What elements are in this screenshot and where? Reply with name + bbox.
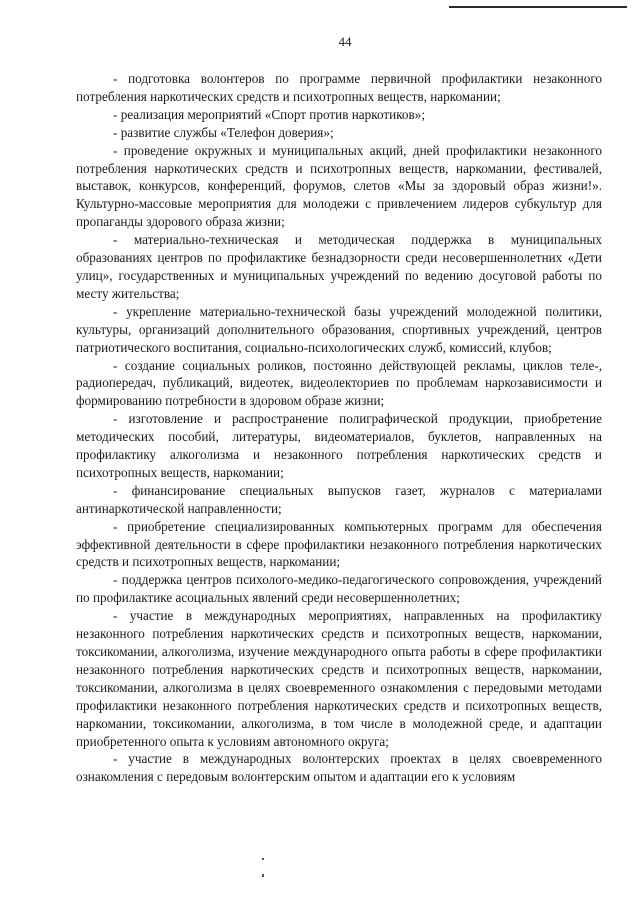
list-item: - участие в международных волонтерских проектах в целях своевременного ознакомления с передовым волонтерским опытом и адаптации его к условиям [76,751,602,785]
list-item: - укрепление материально-технической базы учреждений молодежной политики, культуры, организаций дополнительного образования, спортивных учреждений, центров патриотического воспитания, социально-психологических служб, комиссий, клубов; [76,303,602,355]
list-item: - создание социальных роликов, постоянно действующей рекламы, циклов теле-, радиопередач, публикаций, видеотек, видеолекториев по проблемам наркозависимости и формированию потребности в здоровом образе жизни; [76,357,602,409]
scan-speck [262,858,264,860]
scan-edge-line [449,6,627,8]
list-item: - развитие службы «Телефон доверия»; [113,124,334,140]
list-item: - поддержка центров психолого-медико-педагогического сопровождения, учреждений по профилактике асоциальных явлений среди несовершеннолетних; [76,572,602,606]
scan-speck [262,874,264,877]
list-item: - финансирование специальных выпусков газет, журналов с материалами антинаркотической направленности; [76,482,602,516]
list-item: - проведение окружных и муниципальных акций, дней профилактики незаконного потребления наркотических средств и психотропных веществ, наркомании, фестивалей, выставок, конкурсов, конференций, форумов, слетов «Мы за здоровый образ жизни!». Культурно-массовые мероприятия для молодежи с привлечением лидеров субкультур для пропаганды здорового образа жизни; [76,142,602,230]
list-item: - изготовление и распространение полиграфической продукции, приобретение методических пособий, литературы, видеоматериалов, буклетов, направленных на профилактику алкоголизма и незаконного потребления наркотических средств и психотропных веществ, наркомании; [76,411,602,480]
list-item: - приобретение специализированных компьютерных программ для обеспечения эффективной деятельности в сфере профилактики незаконного потребления наркотических средств и психотропных веществ, наркомании; [76,518,602,570]
list-item: - подготовка волонтеров по программе первичной профилактики незаконного потребления наркотических средств и психотропных веществ, наркомании; [76,71,602,104]
page-number: 44 [338,34,352,49]
document-body [76,70,602,786]
list-item: - участие в международных мероприятиях, направленных на профилактику незаконного потребления наркотических средств и психотропных веществ, наркомании, токсикомании, алкоголизма, изучение международного опыта работы в сфере профилактики незаконного потребления наркотических средств и психотропных веществ, наркомании, токсикомании, алкоголизма в целях своевременного ознакомления с передовыми методами профилактики незаконного потребления наркотических средств и психотропных веществ, наркомании, токсикомании, алкоголизма, в том числе в молодежной среде, и адаптации приобретенного опыта к условиям автономного округа; [76,608,602,749]
list-item: - материально-техническая и методическая поддержка в муниципальных образованиях центров по профилактике безнадзорности среди несовершеннолетних «Дети улиц», государственных и муниципальных учреждений по ведению досуговой работы по месту жительства; [76,232,602,301]
list-item: - реализация мероприятий «Спорт против наркотиков»; [113,106,426,122]
